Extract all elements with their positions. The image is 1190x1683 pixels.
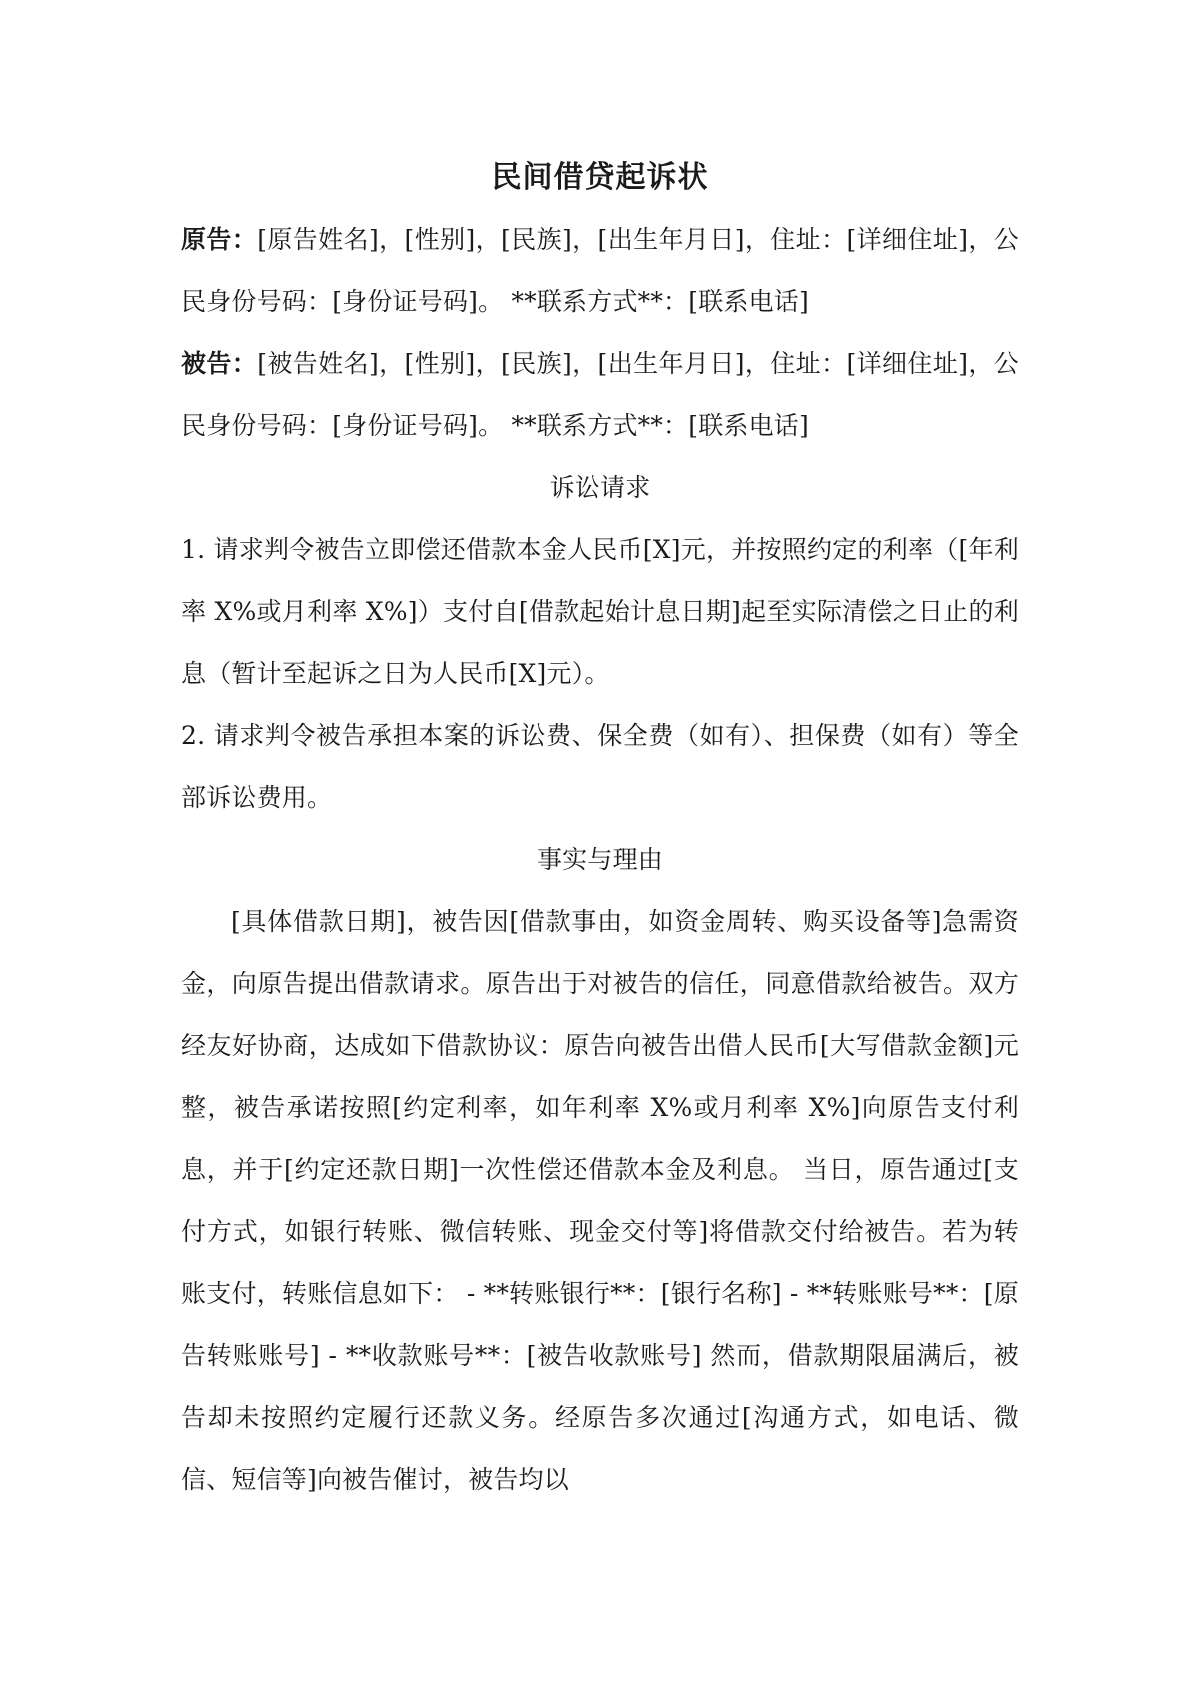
defendant-text: [被告姓名]，[性别]，[民族]，[出生年月日]，住址：[详细住址]，公民身份号码：[身份证号码]。 **联系方式**：[联系电话] — [181, 349, 1019, 440]
facts-heading: 事实与理由 — [536, 845, 663, 874]
defendant-label: 被告： — [181, 349, 258, 378]
plaintiff-text: [原告姓名]，[性别]，[民族]，[出生年月日]，住址：[详细住址]，公民身份号码：[身份证号码]。 **联系方式**：[联系电话] — [181, 225, 1019, 316]
document-title: 民间借贷起诉状 — [491, 160, 709, 195]
claim-item-2: 2. 请求判令被告承担本案的诉讼费、保全费（如有）、担保费（如有）等全部诉讼费用。 — [181, 721, 1019, 812]
defendant-paragraph — [181, 333, 1019, 457]
document-body — [181, 150, 1019, 1511]
claims-heading: 诉讼请求 — [549, 473, 651, 502]
plaintiff-paragraph — [181, 209, 1019, 333]
claim-item-1: 1. 请求判令被告立即偿还借款本金人民币[X]元，并按照约定的利率（[年利率 X%或月利率 X%]）支付自[借款起始计息日期]起至实际清偿之日止的利息（暂计至起诉之日为人民币[X]元）。 — [181, 535, 1019, 688]
facts-paragraph: [具体借款日期]，被告因[借款事由，如资金周转、购买设备等]急需资金，向原告提出借款请求。原告出于对被告的信任，同意借款给被告。双方经友好协商，达成如下借款协议：原告向被告出借人民币[大写借款金额]元整，被告承诺按照[约定利率，如年利率 X%或月利率 X%]向原告支付利息，并于[约定还款日期]一次性偿还借款本金及利息。 当日，原告通过[支付方式，如银行转账、微信转账、现金交付等]将借款交付给被告。若为转账支付，转账信息如下： - **转账银行**：[银行名称] - **转账账号**：[原告转账账号] - **收款账号**：[被告收款账号] 然而，借款期限届满后，被告却未按照约定履行还款义务。经原告多次通过[沟通方式，如电话、微信、短信等]向被告催讨，被告均以 — [181, 907, 1019, 1494]
plaintiff-label: 原告： — [181, 225, 258, 254]
